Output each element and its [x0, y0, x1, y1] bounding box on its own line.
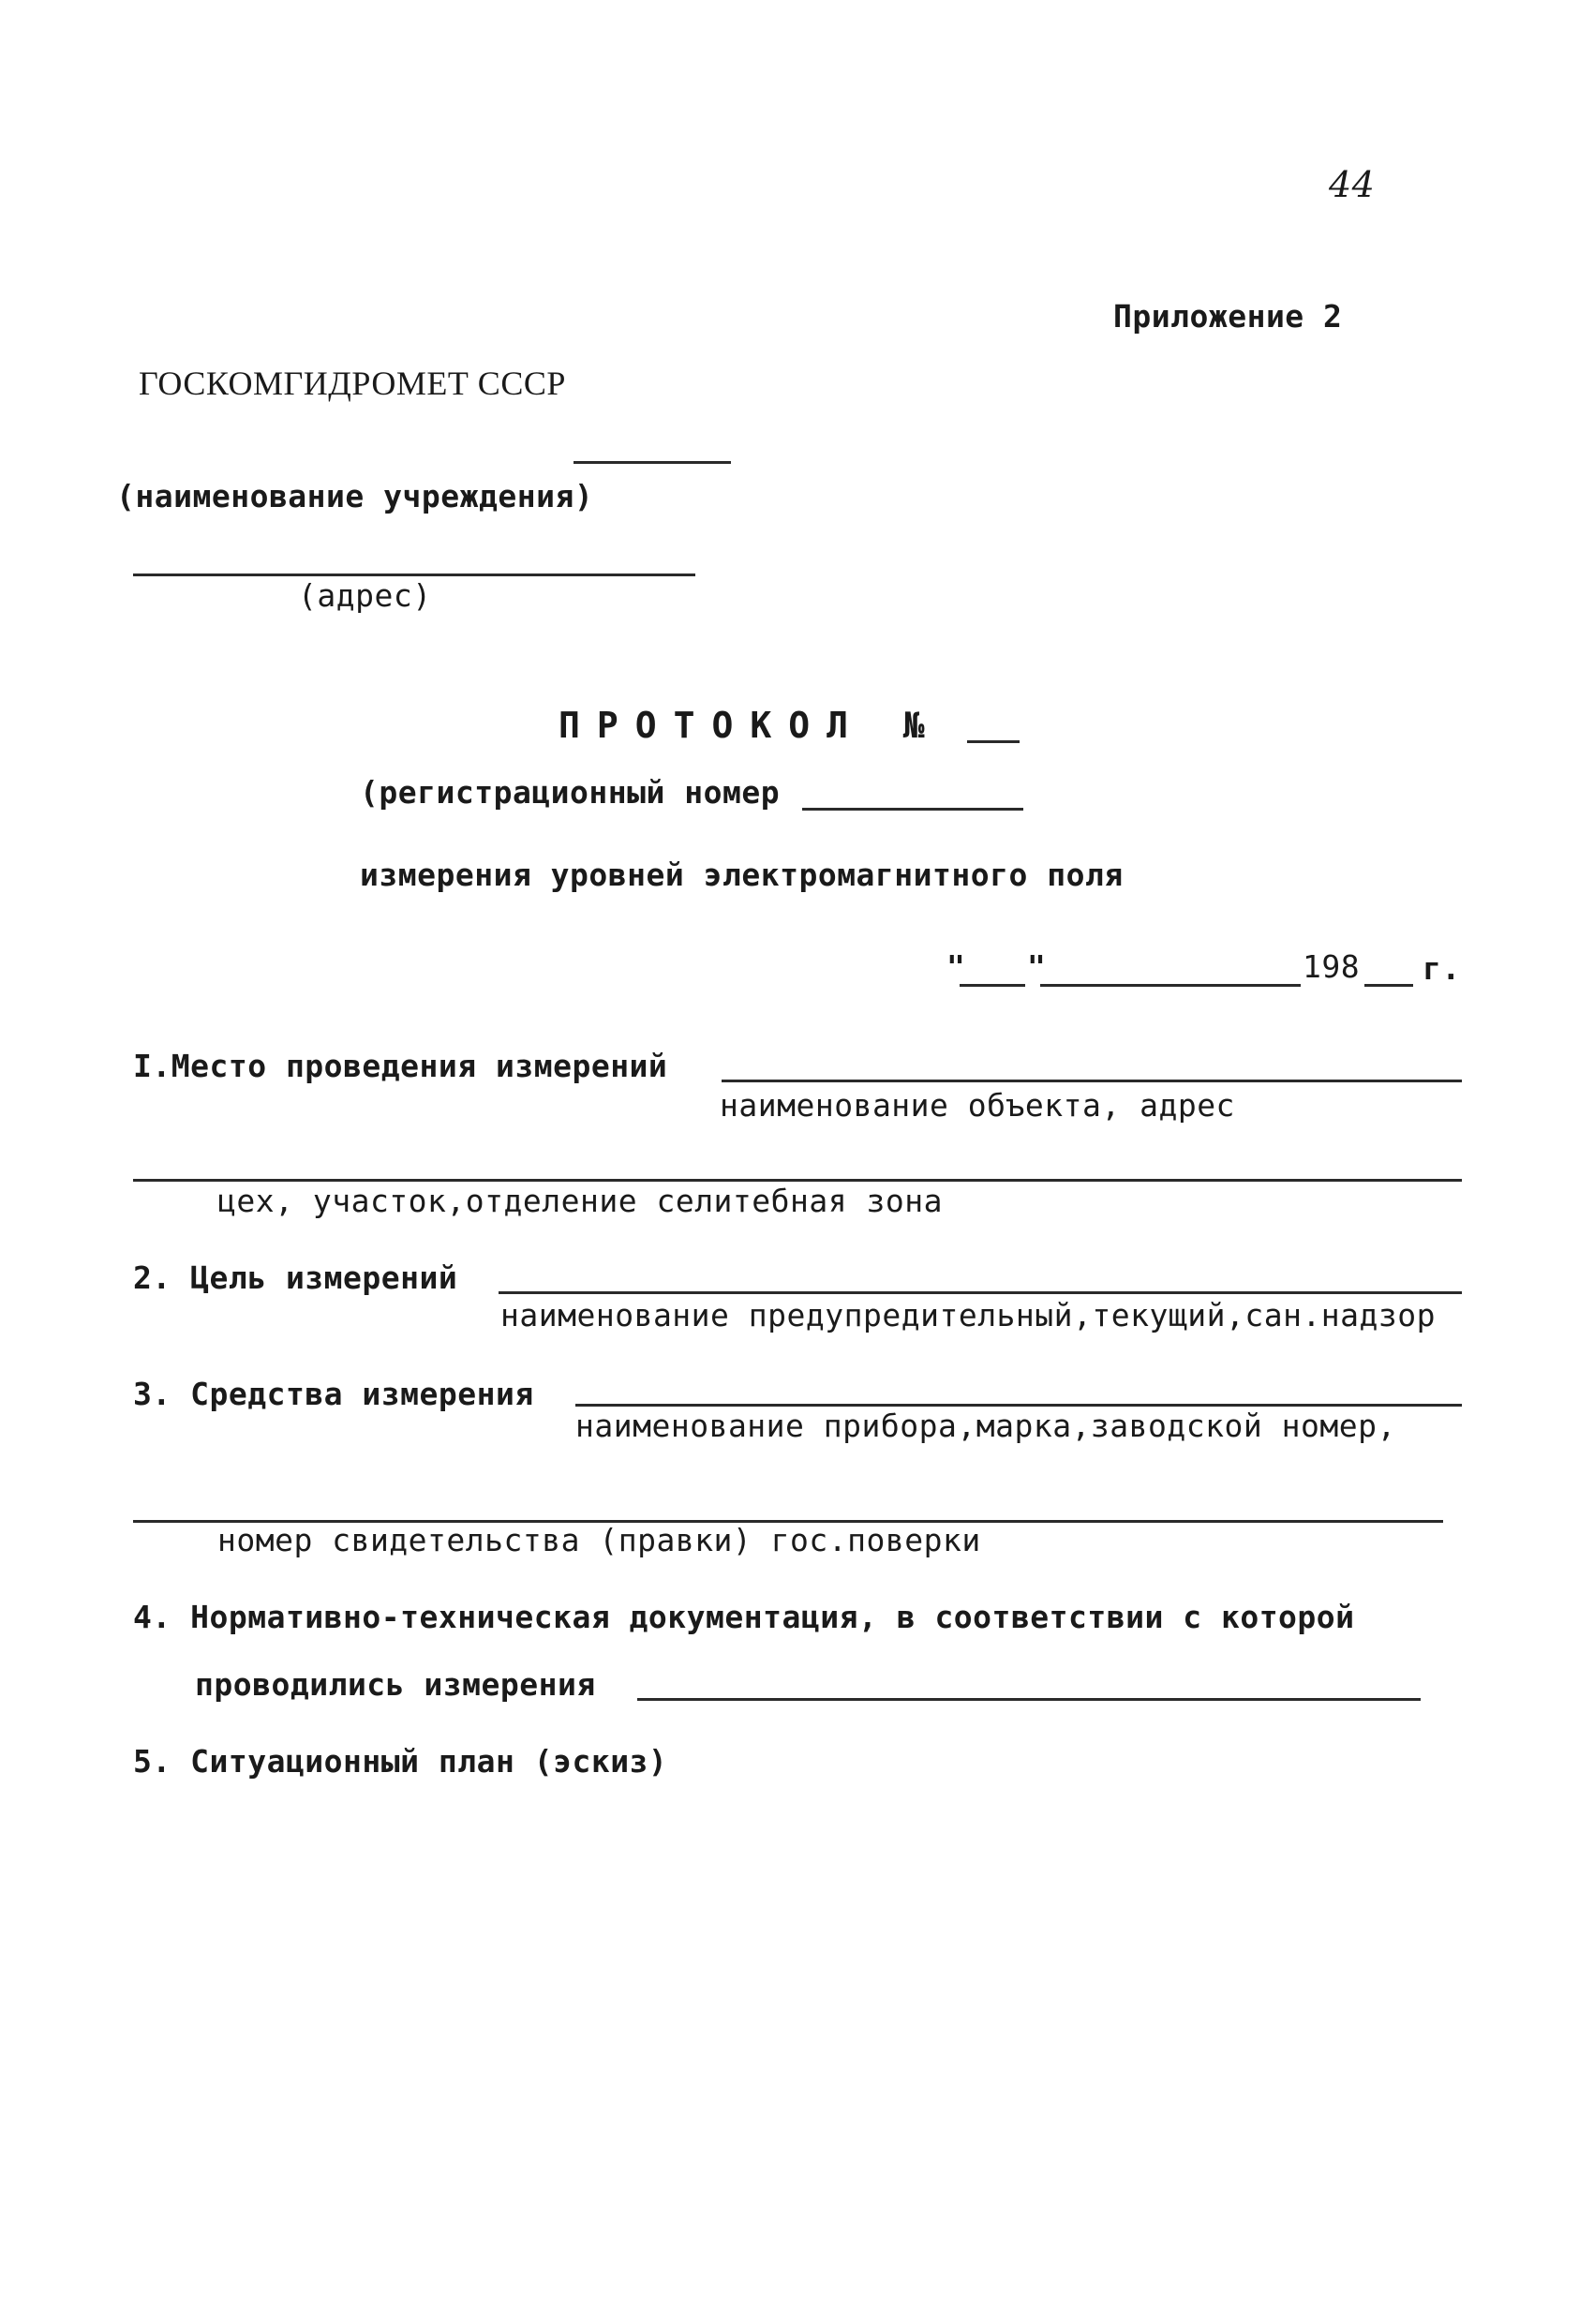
- item-5-label: 5. Ситуационный план (эскиз): [133, 1743, 668, 1780]
- institution-caption: (наименование учреждения): [116, 478, 594, 514]
- item-4-label: 4. Нормативно-техническая документация, в соответствии с которой: [133, 1599, 1355, 1635]
- item-3-label: 3. Средства измерения: [133, 1376, 534, 1412]
- date-year-suffix: г.: [1423, 950, 1461, 987]
- date-year-line: [1364, 984, 1413, 987]
- institution-line: [574, 461, 731, 464]
- item-1-line: [722, 1080, 1462, 1082]
- subtitle: измерения уровней электромагнитного поля: [360, 857, 1124, 893]
- org-name: ГОСКОМГИДРОМЕТ СССР: [139, 365, 566, 402]
- date-month-line: [1040, 984, 1301, 987]
- item-3-caption: наименование прибора,марка,заводской номер,: [575, 1408, 1396, 1444]
- address-line: [133, 574, 695, 576]
- item-1-caption-2: цех, участок,отделение селитебная зона: [217, 1183, 943, 1219]
- item-2-line: [499, 1291, 1462, 1294]
- date-day-line: [960, 984, 1025, 987]
- item-2-label: 2. Цель измерений: [133, 1259, 458, 1296]
- registration-line: [802, 808, 1023, 811]
- date-quote-open: ": [946, 948, 966, 985]
- address-caption: (адрес): [298, 577, 432, 614]
- page-number: 44: [1329, 164, 1376, 205]
- date-quote-close: ": [1027, 948, 1047, 985]
- registration-caption: (регистрационный номер: [360, 774, 781, 811]
- item-3-caption-2: номер свидетельства (правки) гос.поверки: [217, 1522, 981, 1558]
- item-1-caption: наименование объекта, адрес: [720, 1087, 1235, 1124]
- date-year-prefix: 198: [1303, 948, 1361, 985]
- appendix-label: Приложение 2: [1113, 298, 1343, 335]
- protocol-title: ПРОТОКОЛ №: [559, 705, 942, 746]
- item-1-label: I.Место проведения измерений: [133, 1048, 668, 1084]
- item-2-caption: наименование предупредительный,текущий,сан.надзор: [500, 1297, 1437, 1333]
- item-4-line: [637, 1698, 1421, 1701]
- item-4-label-2: проводились измерения: [195, 1666, 596, 1703]
- protocol-number-line: [967, 740, 1020, 743]
- item-1-line-2: [133, 1179, 1462, 1182]
- item-3-line: [575, 1404, 1462, 1407]
